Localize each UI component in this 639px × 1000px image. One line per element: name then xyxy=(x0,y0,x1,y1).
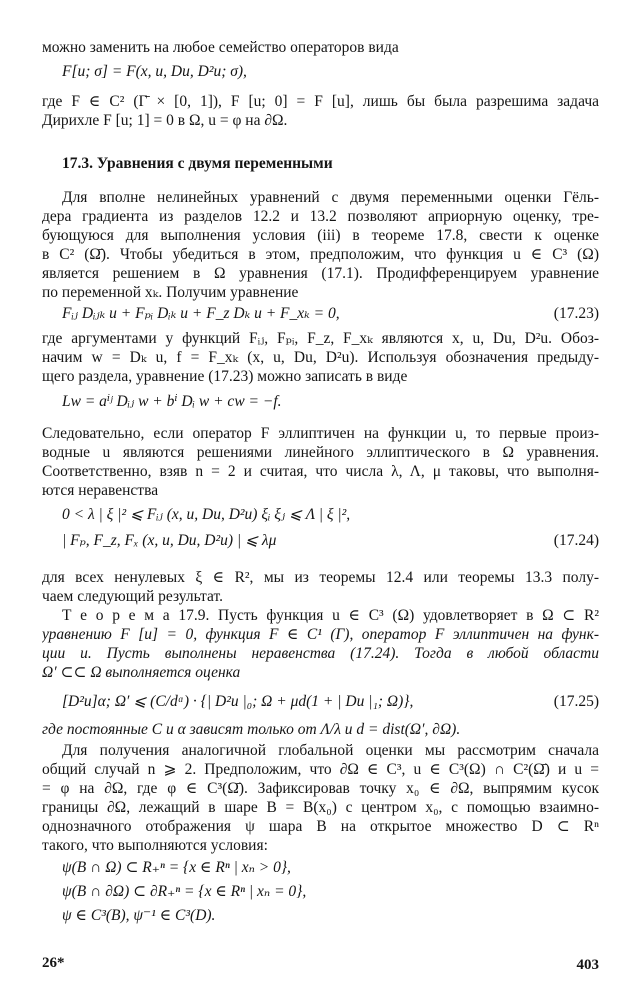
text-line: чаем следующий результат. xyxy=(42,588,223,605)
equation-line: ψ(B ∩ ∂Ω) ⊂ ∂R₊ⁿ = {x ∈ Rⁿ | xₙ = 0}, xyxy=(62,883,307,900)
text-line: ются неравенства xyxy=(42,482,159,499)
text-line: где аргументами у функций Fᵢⱼ, Fₚᵢ, F_z, F_xₖ являются x, u, Du, D²u. Обоз- xyxy=(42,330,599,347)
equation-line: 0 < λ | ξ |² ⩽ Fᵢⱼ (x, u, Du, D²u) ξᵢ ξⱼ ⩽ Λ | ξ |², xyxy=(62,506,351,523)
text-line: для всех ненулевых ξ ∈ R², мы из теоремы 12.4 или теоремы 13.3 полу- xyxy=(42,569,599,586)
equation-line: Lw = aⁱʲ Dᵢⱼ w + bⁱ Dᵢ w + cw = −f. xyxy=(62,393,282,410)
text-line: водные u являются решениями линейного эллиптического в Ω уравнения. xyxy=(42,444,599,461)
text-line: где F ∈ C² (Γ̄ × [0, 1]), F [u; 0] = F [u], лишь бы была разрешима задача xyxy=(42,93,599,110)
text-line: Следовательно, если оператор F эллиптичен на функции u, то первые произ- xyxy=(42,425,599,442)
text-line: Для получения аналогичной глобальной оценки мы рассмотрим сначала xyxy=(62,742,599,759)
equation-number: (17.24) xyxy=(553,532,599,549)
text-line: = φ на ∂Ω, где φ ∈ C³(Ω̄). Зафиксировав точку x₀ ∈ ∂Ω, выпрямим кусок xyxy=(42,780,599,797)
page-number: 403 xyxy=(576,957,599,973)
section-heading: 17.3. Уравнения с двумя переменными xyxy=(62,155,333,172)
text-line: в C² (Ω̄). Чтобы убедиться в этом, предположим, что функция u ∈ C³ (Ω) xyxy=(42,246,599,263)
text-line: дера градиента из разделов 12.2 и 13.2 позволяют априорную оценку, тре- xyxy=(42,208,599,225)
text-line: однозначного отображения ψ шара B на открытое множество D ⊂ Rⁿ xyxy=(42,818,599,835)
text-line: Для вполне нелинейных уравнений с двумя переменными оценки Гёль- xyxy=(62,189,599,206)
theorem-line: где постоянные C и α зависят только от Λ/λ и d = dist(Ω′, ∂Ω). xyxy=(42,721,461,738)
theorem-line: ции u. Пусть выполнены неравенства (17.24). Тогда в любой области xyxy=(42,645,599,662)
text-line: можно заменить на любое семейство операторов вида xyxy=(42,39,399,56)
equation-line: | Fₚ, F_z, Fₓ (x, u, Du, D²u) | ⩽ λμ xyxy=(62,532,277,549)
theorem-line: Т е о р е м а 17.9. Пусть функция u ∈ C³ (Ω) удовлетворяет в Ω ⊂ R² xyxy=(62,607,599,624)
text-line: является решением в Ω уравнения (17.1). Продифференцируем уравнение xyxy=(42,265,599,282)
text-line: начим w = Dₖ u, f = F_xₖ (x, u, Du, D²u). Используя обозначения предыду- xyxy=(42,349,599,366)
text-line: по переменной xₖ. Получим уравнение xyxy=(42,284,299,301)
equation-line: ψ ∈ C³(B), ψ⁻¹ ∈ C³(D). xyxy=(62,907,216,924)
equation-line: ψ(B ∩ Ω) ⊂ R₊ⁿ = {x ∈ Rⁿ | xₙ > 0}, xyxy=(62,859,291,876)
equation-line: F[u; σ] = F(x, u, Du, D²u; σ), xyxy=(62,63,247,80)
text-line: щего раздела, уравнение (17.23) можно записать в виде xyxy=(42,368,408,385)
equation-number: (17.23) xyxy=(553,305,599,322)
theorem-line: Ω′ ⊂⊂ Ω выполняется оценка xyxy=(42,664,241,681)
equation-line: Fᵢⱼ Dᵢⱼₖ u + Fₚᵢ Dᵢₖ u + F_z Dₖ u + F_xₖ = 0, xyxy=(62,305,340,322)
equation-line: [D²u]α; Ω′ ⩽ (C/dᵅ) · {| D²u |₀; Ω + μd(1 + | Du |₁; Ω)}, xyxy=(62,693,414,710)
text-line: Дирихле F [u; 1] = 0 в Ω, u = φ на ∂Ω. xyxy=(42,112,288,129)
text-line: такого, что выполняются условия: xyxy=(42,837,268,854)
theorem-line: уравнению F [u] = 0, функция F ∈ C¹ (Γ), оператор F эллиптичен на функ- xyxy=(42,626,599,643)
text-line: Соответственно, взяв n = 2 и считая, что числа λ, Λ, μ таковы, что выполня- xyxy=(42,463,599,480)
text-line: бующуюся для выполнения условия (iii) в теореме 17.8, свести к оценке xyxy=(42,227,599,244)
text-line: общий случай n ⩾ 2. Предположим, что ∂Ω ∈ C³, u ∈ C³(Ω) ∩ C²(Ω̄) и u = xyxy=(42,761,599,778)
equation-number: (17.25) xyxy=(553,693,599,710)
signature-mark: 26* xyxy=(42,955,65,971)
text-line: границы ∂Ω, лежащий в шаре B = B(x₀) с центром x₀, с помощью взаимно- xyxy=(42,799,599,816)
